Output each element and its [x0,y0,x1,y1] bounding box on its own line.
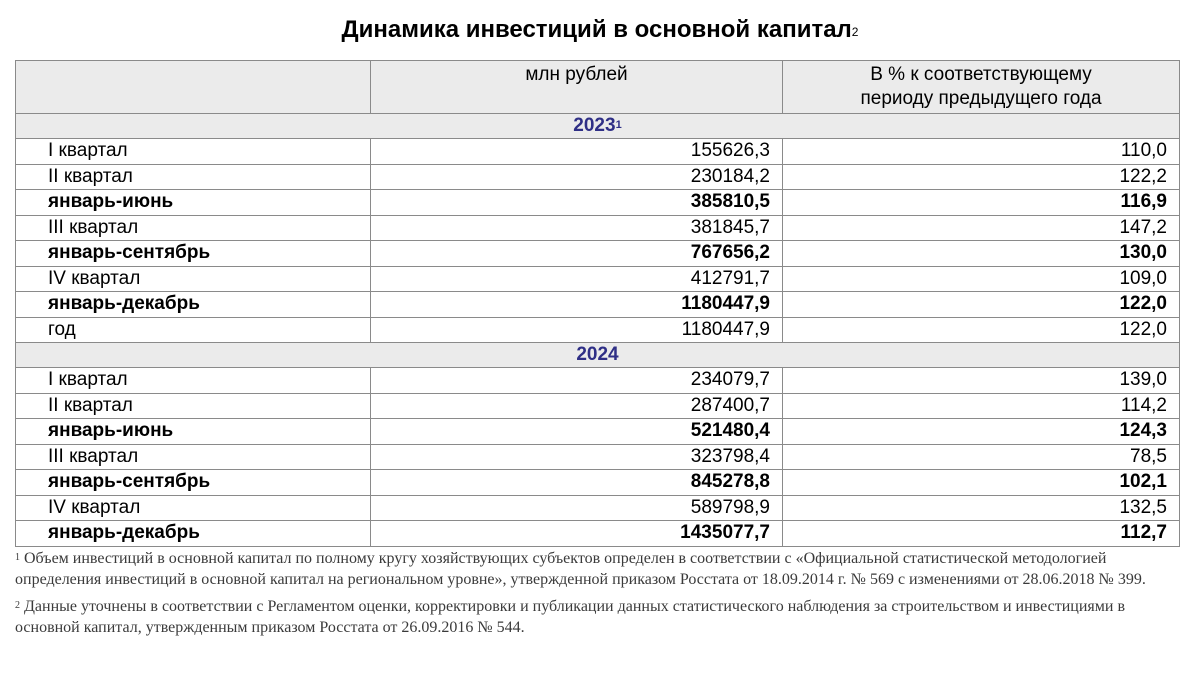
row-pct-cell: 78,5 [783,444,1180,470]
row-rub-cell: 287400,7 [371,393,783,419]
year-cell [16,343,1180,368]
header-pct-text: В % к соответствующему периоду предыдущего года [860,64,1102,109]
row-label-cell: январь-июнь [16,190,371,216]
row-pct-cell: 109,0 [783,266,1180,292]
year-label: 2024 [576,344,619,365]
footnote-mark: 1 [15,552,20,563]
row-pct-cell: 112,7 [783,521,1180,547]
row-label-cell: IV квартал [16,266,371,292]
row-pct-cell: 122,2 [783,164,1180,190]
row-rub-cell: 521480,4 [371,419,783,445]
row-label-cell: I квартал [16,139,371,165]
table-row [16,470,1180,496]
row-pct-cell: 114,2 [783,393,1180,419]
row-pct-cell: 110,0 [783,139,1180,165]
row-rub-cell: 845278,8 [371,470,783,496]
row-label-cell: II квартал [16,164,371,190]
table-header-row [16,61,1180,114]
header-label-cell [16,61,371,114]
row-label-cell: III квартал [16,215,371,241]
row-rub-cell: 230184,2 [371,164,783,190]
row-pct-cell: 124,3 [783,419,1180,445]
row-rub-cell: 1435077,7 [371,521,783,547]
row-rub-cell: 323798,4 [371,444,783,470]
header-pct-cell [783,61,1180,114]
footnote [15,596,1180,638]
row-label-cell: январь-декабрь [16,521,371,547]
table-body [16,61,1180,547]
footnote-text: Объем инвестиций в основной капитал по полному кругу хозяйствующих субъектов определен в соответствии с «Официальной статистической методологией определения инвестиций в основной капитал на региональном уровне», утвержденной приказом Росстата от 18.09.2014 г. № 569 с изменениями от 28.06.2018 № 399. [15,550,1146,588]
year-cell [16,114,1180,139]
row-label-cell: II квартал [16,393,371,419]
table-row [16,164,1180,190]
row-rub-cell: 1180447,9 [371,292,783,318]
footnote-text: Данные уточнены в соответствии с Регламентом оценки, корректировки и публикации данных статистического наблюдения за строительством и инвестициями в основной капитал, утвержденным приказом Росстата от 26.09.2016 № 544. [15,598,1125,636]
row-label-cell: январь-сентябрь [16,241,371,267]
year-footnote-mark: 1 [615,119,622,131]
footnote-mark: 2 [15,600,20,611]
row-rub-cell: 234079,7 [371,368,783,394]
table-row [16,190,1180,216]
year-row [16,343,1180,368]
row-pct-cell: 116,9 [783,190,1180,216]
table-row [16,215,1180,241]
table-row [16,368,1180,394]
table-row [16,419,1180,445]
year-label: 2023 [573,115,616,136]
table-row [16,139,1180,165]
table-row [16,521,1180,547]
row-label-cell: III квартал [16,444,371,470]
table-row [16,317,1180,343]
table-row [16,444,1180,470]
row-rub-cell: 1180447,9 [371,317,783,343]
row-label-cell: год [16,317,371,343]
row-pct-cell: 130,0 [783,241,1180,267]
row-pct-cell: 122,0 [783,317,1180,343]
row-rub-cell: 155626,3 [371,139,783,165]
table-row [16,266,1180,292]
title-text: Динамика инвестиций в основной капитал [341,16,852,43]
table-row [16,393,1180,419]
table-row [16,241,1180,267]
row-label-cell: I квартал [16,368,371,394]
row-label-cell: январь-сентябрь [16,470,371,496]
table-row [16,292,1180,318]
table-row [16,495,1180,521]
row-rub-cell: 412791,7 [371,266,783,292]
header-rub-cell: млн рублей [371,61,783,114]
footnote [15,548,1180,590]
year-row [16,114,1180,139]
page-title [0,14,1200,46]
row-rub-cell: 767656,2 [371,241,783,267]
row-pct-cell: 139,0 [783,368,1180,394]
row-pct-cell: 132,5 [783,495,1180,521]
footnotes [15,548,1180,644]
row-pct-cell: 122,0 [783,292,1180,318]
row-pct-cell: 102,1 [783,470,1180,496]
row-rub-cell: 589798,9 [371,495,783,521]
investment-table [15,60,1180,547]
row-label-cell: IV квартал [16,495,371,521]
row-label-cell: январь-декабрь [16,292,371,318]
row-rub-cell: 385810,5 [371,190,783,216]
title-footnote-mark: 2 [851,25,859,39]
row-rub-cell: 381845,7 [371,215,783,241]
row-pct-cell: 147,2 [783,215,1180,241]
row-label-cell: январь-июнь [16,419,371,445]
